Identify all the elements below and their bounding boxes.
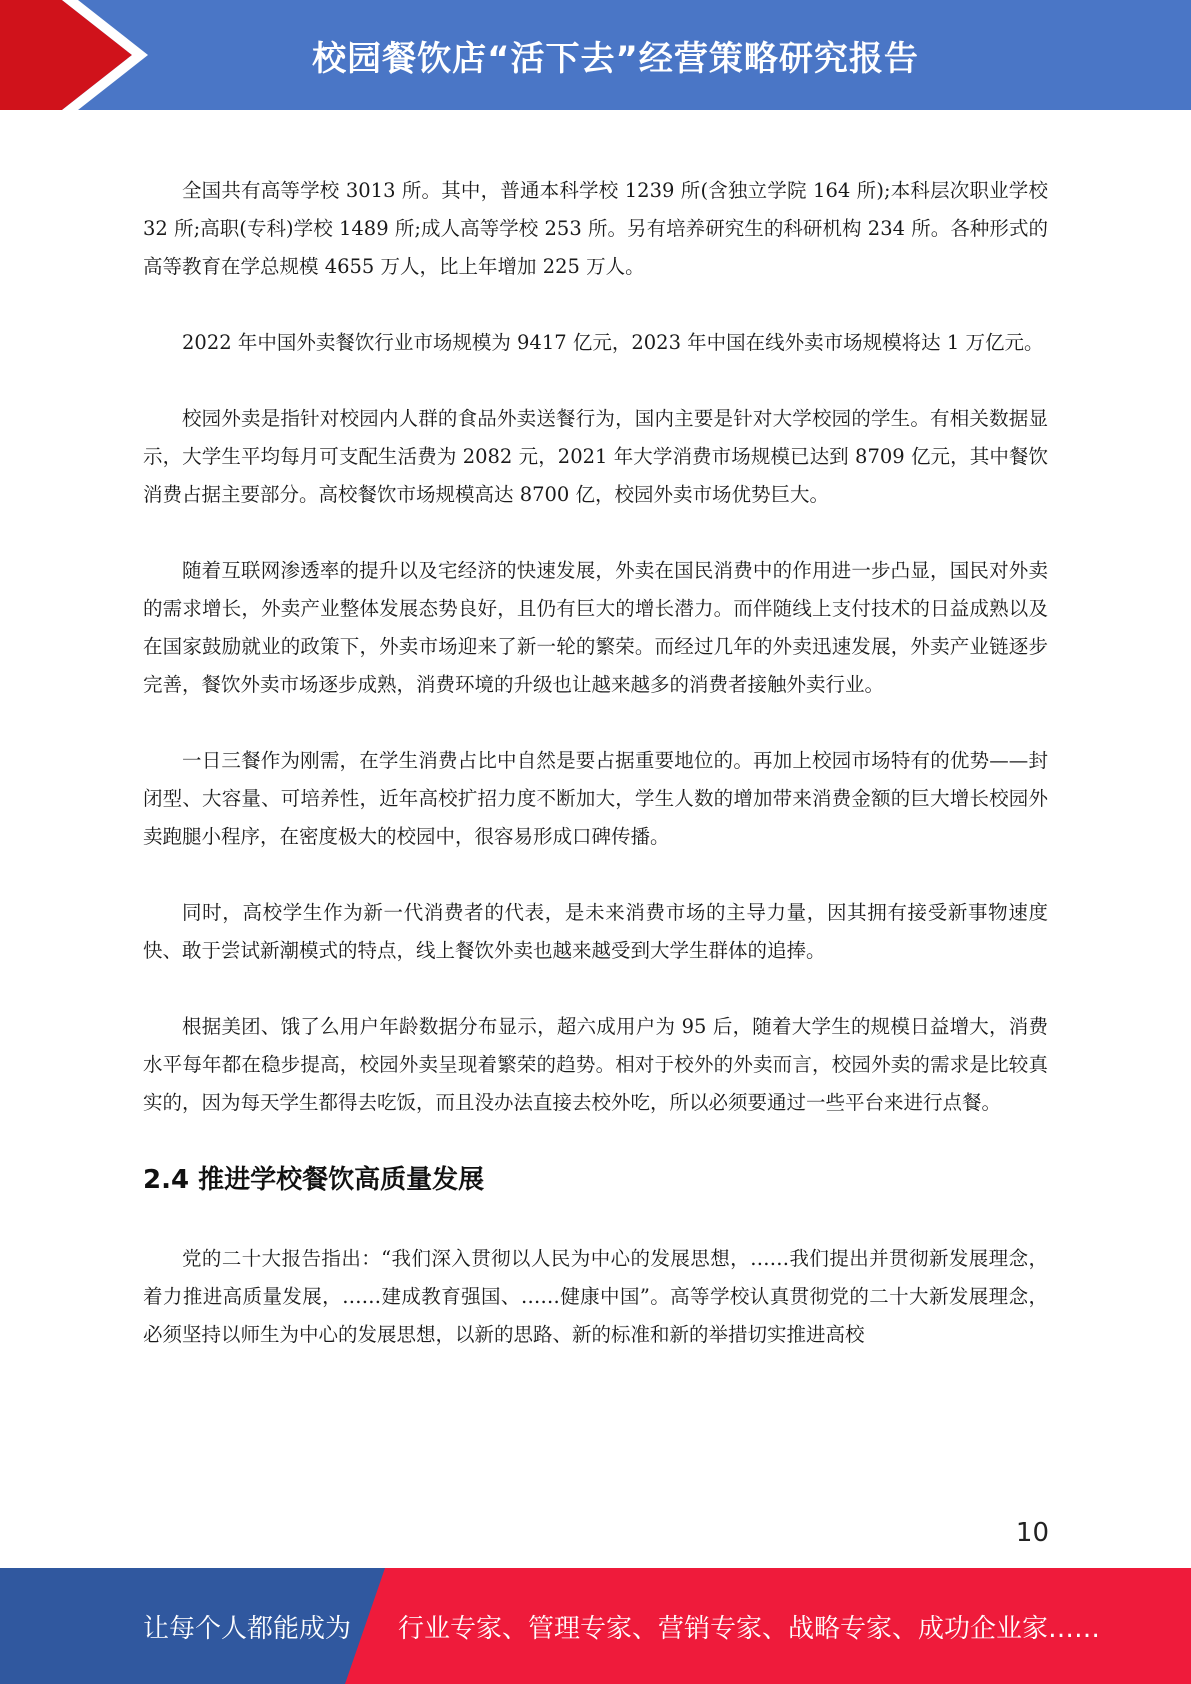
footer-slogan-right: 行业专家、管理专家、营销专家、战略专家、成功企业家…… <box>398 1613 1101 1644</box>
paragraph-internet-growth: 随着互联网渗透率的提升以及宅经济的快速发展，外卖在国民消费中的作用进一步凸显，国民对外卖的需求增长，外卖产业整体发展态势良好，且仍有巨大的增长潜力。而伴随线上支付技术的日益成熟以及在国家鼓励就业的政策下，外卖市场迎来了新一轮的繁荣。而经过几年的外卖迅速发展，外卖产业链逐步完善，餐饮外卖市场逐步成熟，消费环境的升级也让越来越多的消费者接触外卖行业。 <box>143 559 1048 696</box>
page-number: 10 <box>1015 1518 1049 1548</box>
paragraph-party-report: 党的二十大报告指出：“我们深入贯彻以人民为中心的发展思想，……我们提出并贯彻新发展理念，着力推进高质量发展，……建成教育强国、……健康中国”。高等学校认真贯彻党的二十大新发展理念，必须坚持以师生为中心的发展思想，以新的思路、新的标准和新的举措切实推进高校 <box>143 1247 1048 1346</box>
paragraph-three-meals: 一日三餐作为刚需，在学生消费占比中自然是要占据重要地位的。再加上校园市场特有的优势——封闭型、大容量、可培养性，近年高校扩招力度不断加大，学生人数的增加带来消费金额的巨大增长校园外卖跑腿小程序，在密度极大的校园中，很容易形成口碑传播。 <box>143 749 1048 848</box>
paragraph-higher-education-stats: 全国共有高等学校 3013 所。其中，普通本科学校 1239 所(含独立学院 164 所);本科层次职业学校 32 所;高职(专科)学校 1489 所;成人高等学校 253 所。另有培养研究生的科研机构 234 所。各种形式的高等教育在学总规模 4655 万人，比上年增加 225 万人。 <box>143 179 1048 278</box>
paragraph-campus-delivery: 校园外卖是指针对校园内人群的食品外卖送餐行为，国内主要是针对大学校园的学生。有相关数据显示，大学生平均每月可支配生活费为 2082 元，2021 年大学消费市场规模已达到 8709 亿元，其中餐饮消费占据主要部分。高校餐饮市场规模高达 8700 亿，校园外卖市场优势巨大。 <box>143 407 1048 506</box>
document-title: 校园餐饮店“活下去”经营策略研究报告 <box>312 38 919 79</box>
paragraph-user-age-data: 根据美团、饿了么用户年龄数据分布显示，超六成用户为 95 后，随着大学生的规模日益增大，消费水平每年都在稳步提高，校园外卖呈现着繁荣的趋势。相对于校外的外卖而言，校园外卖的需求是比较真实的，因为每天学生都得去吃饭，而且没办法直接去校外吃，所以必须要通过一些平台来进行点餐。 <box>143 1015 1048 1114</box>
paragraph-market-size: 2022 年中国外卖餐饮行业市场规模为 9417 亿元，2023 年中国在线外卖市场规模将达 1 万亿元。 <box>182 331 1044 354</box>
section-heading: 2.4 推进学校餐饮高质量发展 <box>143 1165 485 1195</box>
page-footer <box>0 1568 1191 1684</box>
main-content <box>143 172 1048 1392</box>
footer-slogan-left: 让每个人都能成为 <box>143 1613 352 1644</box>
paragraph-student-consumers: 同时，高校学生作为新一代消费者的代表，是未来消费市场的主导力量，因其拥有接受新事物速度快、敢于尝试新潮模式的特点，线上餐饮外卖也越来越受到大学生群体的追捧。 <box>143 901 1048 962</box>
page-header <box>0 0 1191 110</box>
